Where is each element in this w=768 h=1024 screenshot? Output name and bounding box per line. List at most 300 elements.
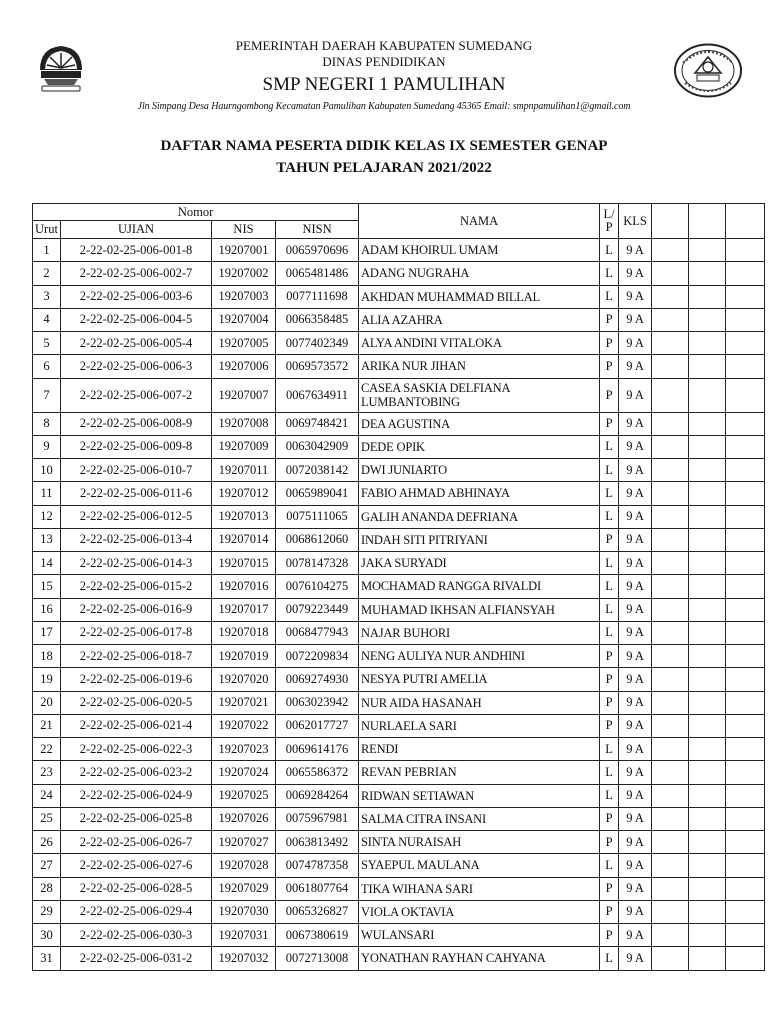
cell-blank-3 — [726, 575, 765, 598]
cell-lp: L — [600, 285, 619, 308]
cell-kls: 9 A — [619, 738, 652, 761]
cell-nama: JAKA SURYADI — [359, 552, 600, 575]
cell-blank-1 — [652, 761, 689, 784]
cell-kls: 9 A — [619, 552, 652, 575]
cell-lp: L — [600, 459, 619, 482]
cell-blank-1 — [652, 459, 689, 482]
cell-nama: NURLAELA SARI — [359, 714, 600, 737]
cell-kls: 9 A — [619, 598, 652, 621]
header-lp-bottom: P — [605, 220, 613, 234]
cell-nis: 19207001 — [212, 239, 276, 262]
cell-blank-2 — [689, 459, 726, 482]
cell-ujian: 2-22-02-25-006-006-3 — [61, 355, 212, 378]
table-row — [33, 831, 765, 854]
cell-urut: 10 — [33, 459, 61, 482]
cell-blank-2 — [689, 900, 726, 923]
cell-blank-2 — [689, 621, 726, 644]
cell-lp: L — [600, 575, 619, 598]
cell-blank-2 — [689, 854, 726, 877]
cell-blank-1 — [652, 924, 689, 947]
cell-urut: 12 — [33, 505, 61, 528]
school-name: SMP NEGERI 1 PAMULIHAN — [262, 74, 506, 95]
cell-urut: 14 — [33, 552, 61, 575]
cell-nisn: 0076104275 — [276, 575, 359, 598]
cell-urut: 22 — [33, 738, 61, 761]
cell-blank-1 — [652, 239, 689, 262]
cell-ujian: 2-22-02-25-006-029-4 — [61, 900, 212, 923]
table-row — [33, 714, 765, 737]
table-row — [33, 668, 765, 691]
header-blank-2 — [689, 204, 726, 239]
cell-ujian: 2-22-02-25-006-030-3 — [61, 924, 212, 947]
cell-urut: 1 — [33, 239, 61, 262]
cell-blank-1 — [652, 355, 689, 378]
cell-urut: 8 — [33, 412, 61, 435]
cell-blank-3 — [726, 854, 765, 877]
cell-lp: L — [600, 947, 619, 970]
cell-kls: 9 A — [619, 378, 652, 412]
header-nama: NAMA — [359, 204, 600, 239]
department-name: DINAS PENDIDIKAN — [322, 54, 446, 69]
cell-nisn: 0067380619 — [276, 924, 359, 947]
cell-nisn: 0061807764 — [276, 877, 359, 900]
header-kls: KLS — [619, 204, 652, 239]
cell-nis: 19207017 — [212, 598, 276, 621]
cell-kls: 9 A — [619, 761, 652, 784]
cell-blank-2 — [689, 807, 726, 830]
cell-lp: P — [600, 924, 619, 947]
cell-nisn: 0072209834 — [276, 645, 359, 668]
cell-blank-3 — [726, 552, 765, 575]
cell-blank-1 — [652, 528, 689, 551]
cell-blank-1 — [652, 482, 689, 505]
cell-blank-3 — [726, 947, 765, 970]
cell-kls: 9 A — [619, 412, 652, 435]
cell-nama: ALYA ANDINI VITALOKA — [359, 332, 600, 355]
cell-kls: 9 A — [619, 332, 652, 355]
cell-blank-1 — [652, 645, 689, 668]
table-row — [33, 575, 765, 598]
cell-nisn: 0078147328 — [276, 552, 359, 575]
cell-nama: ADANG NUGRAHA — [359, 262, 600, 285]
table-row — [33, 784, 765, 807]
cell-nis: 19207020 — [212, 668, 276, 691]
cell-ujian: 2-22-02-25-006-018-7 — [61, 645, 212, 668]
cell-blank-1 — [652, 621, 689, 644]
cell-nis: 19207016 — [212, 575, 276, 598]
government-name: PEMERINTAH DAERAH KABUPATEN SUMEDANG — [235, 38, 533, 53]
cell-blank-1 — [652, 668, 689, 691]
cell-blank-2 — [689, 552, 726, 575]
cell-lp: P — [600, 831, 619, 854]
table-row — [33, 621, 765, 644]
cell-blank-3 — [726, 900, 765, 923]
cell-ujian: 2-22-02-25-006-021-4 — [61, 714, 212, 737]
cell-kls: 9 A — [619, 285, 652, 308]
cell-urut: 11 — [33, 482, 61, 505]
cell-blank-3 — [726, 378, 765, 412]
cell-urut: 7 — [33, 378, 61, 412]
cell-blank-1 — [652, 575, 689, 598]
cell-lp: P — [600, 668, 619, 691]
cell-nis: 19207004 — [212, 308, 276, 331]
cell-urut: 23 — [33, 761, 61, 784]
cell-blank-1 — [652, 332, 689, 355]
cell-lp: P — [600, 900, 619, 923]
cell-nis: 19207014 — [212, 528, 276, 551]
table-row — [33, 552, 765, 575]
cell-nis: 19207009 — [212, 435, 276, 458]
cell-kls: 9 A — [619, 435, 652, 458]
cell-nisn: 0069614176 — [276, 738, 359, 761]
cell-nisn: 0077111698 — [276, 285, 359, 308]
cell-blank-2 — [689, 482, 726, 505]
table-row — [33, 308, 765, 331]
cell-nisn: 0068612060 — [276, 528, 359, 551]
cell-blank-2 — [689, 308, 726, 331]
cell-nisn: 0065989041 — [276, 482, 359, 505]
cell-kls: 9 A — [619, 528, 652, 551]
cell-blank-2 — [689, 691, 726, 714]
cell-nama: DEDE OPIK — [359, 435, 600, 458]
cell-blank-2 — [689, 598, 726, 621]
cell-nisn: 0065481486 — [276, 262, 359, 285]
cell-blank-3 — [726, 355, 765, 378]
cell-ujian: 2-22-02-25-006-009-8 — [61, 435, 212, 458]
table-row — [33, 645, 765, 668]
cell-nis: 19207021 — [212, 691, 276, 714]
cell-ujian: 2-22-02-25-006-003-6 — [61, 285, 212, 308]
header-blank-1 — [652, 204, 689, 239]
cell-nisn: 0069274930 — [276, 668, 359, 691]
cell-lp: L — [600, 552, 619, 575]
cell-kls: 9 A — [619, 621, 652, 644]
cell-lp: P — [600, 412, 619, 435]
cell-blank-2 — [689, 262, 726, 285]
cell-nisn: 0075111065 — [276, 505, 359, 528]
cell-ujian: 2-22-02-25-006-004-5 — [61, 308, 212, 331]
cell-blank-1 — [652, 714, 689, 737]
cell-ujian: 2-22-02-25-006-026-7 — [61, 831, 212, 854]
cell-nisn: 0067634911 — [276, 378, 359, 412]
cell-nis: 19207022 — [212, 714, 276, 737]
cell-nisn: 0065970696 — [276, 239, 359, 262]
cell-ujian: 2-22-02-25-006-010-7 — [61, 459, 212, 482]
cell-nis: 19207018 — [212, 621, 276, 644]
cell-nama: CASEA SASKIA DELFIANA LUMBANTOBING — [359, 378, 600, 412]
table-row — [33, 900, 765, 923]
cell-nama: SALMA CITRA INSANI — [359, 807, 600, 830]
cell-nis: 19207028 — [212, 854, 276, 877]
cell-blank-3 — [726, 239, 765, 262]
cell-nama: INDAH SITI PITRIYANI — [359, 528, 600, 551]
cell-blank-2 — [689, 575, 726, 598]
table-row — [33, 761, 765, 784]
cell-blank-2 — [689, 412, 726, 435]
cell-urut: 3 — [33, 285, 61, 308]
cell-kls: 9 A — [619, 947, 652, 970]
cell-ujian: 2-22-02-25-006-017-8 — [61, 621, 212, 644]
cell-urut: 5 — [33, 332, 61, 355]
cell-ujian: 2-22-02-25-006-008-9 — [61, 412, 212, 435]
cell-lp: L — [600, 435, 619, 458]
cell-kls: 9 A — [619, 355, 652, 378]
cell-ujian: 2-22-02-25-006-001-8 — [61, 239, 212, 262]
cell-kls: 9 A — [619, 714, 652, 737]
cell-blank-3 — [726, 505, 765, 528]
cell-urut: 16 — [33, 598, 61, 621]
cell-blank-3 — [726, 831, 765, 854]
cell-kls: 9 A — [619, 807, 652, 830]
cell-ujian: 2-22-02-25-006-012-5 — [61, 505, 212, 528]
document-subtitle: TAHUN PELAJARAN 2021/2022 — [276, 160, 492, 176]
cell-nama: SYAEPUL MAULANA — [359, 854, 600, 877]
cell-blank-2 — [689, 761, 726, 784]
cell-nisn: 0068477943 — [276, 621, 359, 644]
cell-blank-1 — [652, 807, 689, 830]
cell-ujian: 2-22-02-25-006-019-6 — [61, 668, 212, 691]
cell-nisn: 0062017727 — [276, 714, 359, 737]
header-urut: Urut — [33, 221, 61, 239]
cell-urut: 26 — [33, 831, 61, 854]
table-row — [33, 947, 765, 970]
cell-lp: P — [600, 378, 619, 412]
cell-ujian: 2-22-02-25-006-013-4 — [61, 528, 212, 551]
cell-urut: 27 — [33, 854, 61, 877]
cell-nis: 19207013 — [212, 505, 276, 528]
cell-lp: P — [600, 877, 619, 900]
table-row — [33, 598, 765, 621]
cell-blank-3 — [726, 807, 765, 830]
cell-nama: ALIA AZAHRA — [359, 308, 600, 331]
cell-urut: 24 — [33, 784, 61, 807]
cell-blank-3 — [726, 308, 765, 331]
cell-nisn: 0079223449 — [276, 598, 359, 621]
cell-ujian: 2-22-02-25-006-005-4 — [61, 332, 212, 355]
cell-nama: NESYA PUTRI AMELIA — [359, 668, 600, 691]
cell-lp: P — [600, 691, 619, 714]
cell-lp: L — [600, 854, 619, 877]
cell-kls: 9 A — [619, 239, 652, 262]
cell-lp: L — [600, 738, 619, 761]
cell-blank-1 — [652, 552, 689, 575]
table-row — [33, 877, 765, 900]
cell-kls: 9 A — [619, 262, 652, 285]
cell-kls: 9 A — [619, 831, 652, 854]
cell-blank-2 — [689, 528, 726, 551]
cell-urut: 19 — [33, 668, 61, 691]
table-row — [33, 854, 765, 877]
cell-lp: L — [600, 482, 619, 505]
cell-lp: P — [600, 807, 619, 830]
cell-nama: NUR AIDA HASANAH — [359, 691, 600, 714]
cell-nis: 19207027 — [212, 831, 276, 854]
cell-blank-3 — [726, 482, 765, 505]
cell-nama: VIOLA OKTAVIA — [359, 900, 600, 923]
cell-blank-3 — [726, 738, 765, 761]
cell-nama: DWI JUNIARTO — [359, 459, 600, 482]
cell-urut: 20 — [33, 691, 61, 714]
cell-blank-3 — [726, 459, 765, 482]
cell-nisn: 0069573572 — [276, 355, 359, 378]
cell-blank-2 — [689, 355, 726, 378]
cell-urut: 15 — [33, 575, 61, 598]
cell-blank-3 — [726, 285, 765, 308]
cell-ujian: 2-22-02-25-006-002-7 — [61, 262, 212, 285]
cell-kls: 9 A — [619, 854, 652, 877]
cell-nis: 19207006 — [212, 355, 276, 378]
table-row — [33, 528, 765, 551]
cell-kls: 9 A — [619, 784, 652, 807]
header-lp-top: L/ — [603, 207, 615, 221]
document-title: DAFTAR NAMA PESERTA DIDIK KELAS IX SEMESTER GENAP — [160, 138, 608, 154]
cell-blank-2 — [689, 784, 726, 807]
cell-nisn: 0069284264 — [276, 784, 359, 807]
letterhead — [0, 0, 768, 120]
cell-nis: 19207030 — [212, 900, 276, 923]
cell-ujian: 2-22-02-25-006-011-6 — [61, 482, 212, 505]
table-row — [33, 239, 765, 262]
cell-nis: 19207002 — [212, 262, 276, 285]
cell-blank-3 — [726, 435, 765, 458]
cell-blank-3 — [726, 668, 765, 691]
cell-blank-3 — [726, 262, 765, 285]
cell-blank-3 — [726, 645, 765, 668]
cell-ujian: 2-22-02-25-006-007-2 — [61, 378, 212, 412]
cell-blank-1 — [652, 877, 689, 900]
cell-nis: 19207026 — [212, 807, 276, 830]
table-row — [33, 378, 765, 412]
cell-kls: 9 A — [619, 924, 652, 947]
cell-kls: 9 A — [619, 645, 652, 668]
header-blank-3 — [726, 204, 765, 239]
cell-blank-1 — [652, 854, 689, 877]
cell-nis: 19207024 — [212, 761, 276, 784]
header-lp — [600, 204, 619, 239]
cell-blank-1 — [652, 947, 689, 970]
cell-lp: P — [600, 355, 619, 378]
table-row — [33, 285, 765, 308]
cell-nama: MUHAMAD IKHSAN ALFIANSYAH — [359, 598, 600, 621]
cell-urut: 25 — [33, 807, 61, 830]
cell-nis: 19207005 — [212, 332, 276, 355]
table-row — [33, 332, 765, 355]
cell-lp: L — [600, 784, 619, 807]
student-list-table — [32, 203, 765, 971]
cell-nama: MOCHAMAD RANGGA RIVALDI — [359, 575, 600, 598]
cell-urut: 29 — [33, 900, 61, 923]
cell-lp: L — [600, 262, 619, 285]
cell-urut: 21 — [33, 714, 61, 737]
cell-kls: 9 A — [619, 575, 652, 598]
cell-urut: 9 — [33, 435, 61, 458]
cell-blank-1 — [652, 505, 689, 528]
cell-blank-2 — [689, 714, 726, 737]
cell-kls: 9 A — [619, 459, 652, 482]
cell-nama: WULANSARI — [359, 924, 600, 947]
cell-kls: 9 A — [619, 900, 652, 923]
cell-ujian: 2-22-02-25-006-014-3 — [61, 552, 212, 575]
cell-nama: TIKA WIHANA SARI — [359, 877, 600, 900]
table-row — [33, 355, 765, 378]
cell-blank-1 — [652, 412, 689, 435]
cell-nis: 19207015 — [212, 552, 276, 575]
cell-blank-1 — [652, 784, 689, 807]
cell-urut: 6 — [33, 355, 61, 378]
cell-nama: AKHDAN MUHAMMAD BILLAL — [359, 285, 600, 308]
cell-urut: 30 — [33, 924, 61, 947]
cell-blank-2 — [689, 645, 726, 668]
cell-blank-1 — [652, 738, 689, 761]
cell-blank-1 — [652, 598, 689, 621]
header-nisn: NISN — [276, 221, 359, 239]
cell-lp: L — [600, 239, 619, 262]
table-row — [33, 459, 765, 482]
cell-nisn: 0063042909 — [276, 435, 359, 458]
cell-kls: 9 A — [619, 691, 652, 714]
cell-blank-2 — [689, 831, 726, 854]
cell-nis: 19207011 — [212, 459, 276, 482]
cell-nis: 19207007 — [212, 378, 276, 412]
cell-urut: 4 — [33, 308, 61, 331]
cell-nis: 19207012 — [212, 482, 276, 505]
student-rows — [33, 239, 765, 971]
cell-nama: ARIKA NUR JIHAN — [359, 355, 600, 378]
cell-blank-1 — [652, 262, 689, 285]
cell-kls: 9 A — [619, 877, 652, 900]
cell-blank-1 — [652, 691, 689, 714]
cell-nama: NENG AULIYA NUR ANDHINI — [359, 645, 600, 668]
cell-blank-3 — [726, 528, 765, 551]
cell-ujian: 2-22-02-25-006-022-3 — [61, 738, 212, 761]
cell-nama: RIDWAN SETIAWAN — [359, 784, 600, 807]
cell-nama: NAJAR BUHORI — [359, 621, 600, 644]
header-nis: NIS — [212, 221, 276, 239]
cell-nisn: 0066358485 — [276, 308, 359, 331]
cell-blank-2 — [689, 668, 726, 691]
cell-lp: P — [600, 308, 619, 331]
table-row — [33, 924, 765, 947]
cell-blank-3 — [726, 332, 765, 355]
cell-blank-1 — [652, 308, 689, 331]
cell-nis: 19207031 — [212, 924, 276, 947]
cell-urut: 2 — [33, 262, 61, 285]
cell-blank-3 — [726, 691, 765, 714]
table-row — [33, 505, 765, 528]
cell-nisn: 0074787358 — [276, 854, 359, 877]
cell-blank-3 — [726, 598, 765, 621]
cell-blank-2 — [689, 285, 726, 308]
cell-nisn: 0072713008 — [276, 947, 359, 970]
cell-ujian: 2-22-02-25-006-016-9 — [61, 598, 212, 621]
table-row — [33, 412, 765, 435]
table-row — [33, 738, 765, 761]
table-row — [33, 482, 765, 505]
cell-blank-2 — [689, 332, 726, 355]
table-row — [33, 435, 765, 458]
cell-blank-1 — [652, 900, 689, 923]
cell-urut: 13 — [33, 528, 61, 551]
cell-urut: 28 — [33, 877, 61, 900]
cell-ujian: 2-22-02-25-006-020-5 — [61, 691, 212, 714]
cell-nama: FABIO AHMAD ABHINAYA — [359, 482, 600, 505]
cell-ujian: 2-22-02-25-006-027-6 — [61, 854, 212, 877]
cell-nama: ADAM KHOIRUL UMAM — [359, 239, 600, 262]
cell-nama: REVAN PEBRIAN — [359, 761, 600, 784]
cell-nis: 19207008 — [212, 412, 276, 435]
cell-nama: DEA AGUSTINA — [359, 412, 600, 435]
cell-blank-3 — [726, 412, 765, 435]
